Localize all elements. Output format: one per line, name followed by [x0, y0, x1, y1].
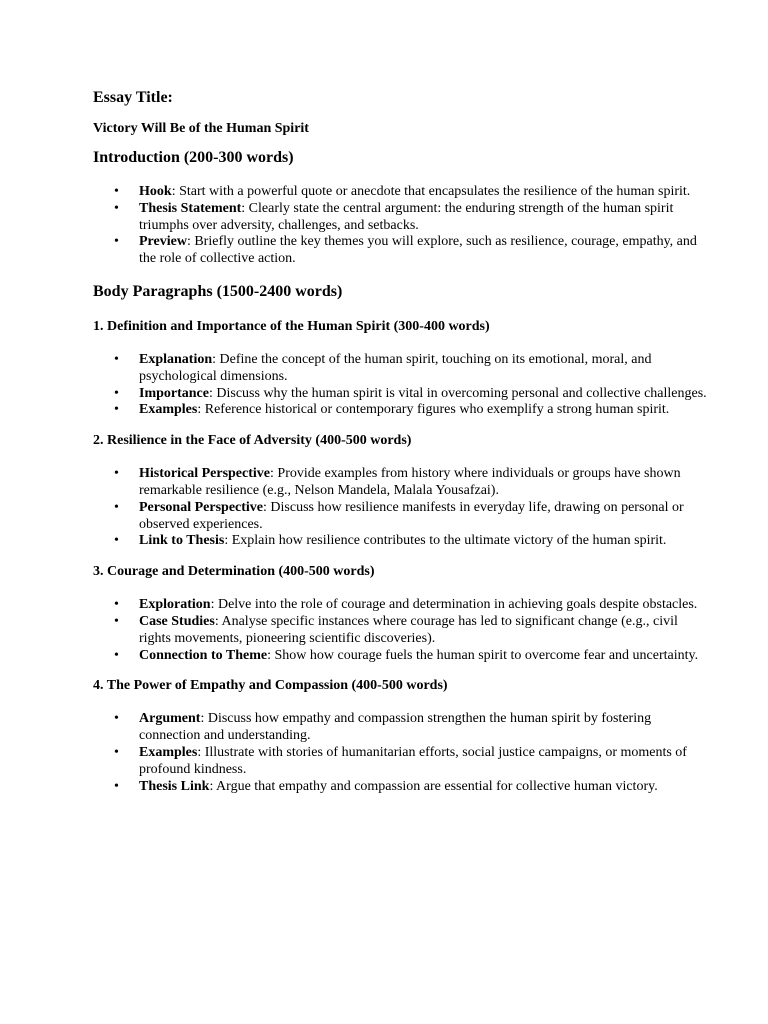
- item-term: Preview: [139, 234, 187, 250]
- essay-title: Victory Will Be of the Human Spirit: [93, 121, 309, 136]
- list-item: [93, 533, 708, 550]
- item-term: Personal Perspective: [139, 499, 264, 515]
- bullet-icon: •: [114, 402, 119, 418]
- bullet-icon: •: [114, 597, 119, 613]
- item-term: Argument: [139, 711, 201, 727]
- essay-label: Essay Title:: [93, 89, 173, 106]
- item-term: Examples: [139, 744, 198, 760]
- section-4-list: [93, 711, 708, 795]
- list-item: [93, 711, 708, 745]
- bullet-icon: •: [114, 613, 119, 629]
- bullet-icon: •: [114, 385, 119, 401]
- item-text: : Reference historical or contemporary figures who exemplify a strong human spirit.: [197, 402, 670, 418]
- bullet-icon: •: [114, 499, 119, 515]
- section-3-list: [93, 597, 708, 664]
- item-term: Historical Perspective: [139, 466, 271, 482]
- item-term: Case Studies: [139, 613, 215, 629]
- item-text: : Define the concept of the human spirit, touching on its emotional, moral, and psychological dimensions.: [139, 351, 652, 384]
- section-1-list: [93, 352, 708, 419]
- item-term: Explanation: [139, 351, 213, 367]
- section-3-title: 3. Courage and Determination (400-500 words): [93, 564, 375, 580]
- item-term: Importance: [139, 385, 209, 401]
- list-item: [93, 466, 708, 500]
- item-text: : Delve into the role of courage and determination in achieving goals despite obstacles.: [210, 597, 698, 613]
- item-text: : Analyse specific instances where courage has led to significant change (e.g., civil rights movements, pioneering scientific discoveries).: [139, 613, 678, 646]
- list-item: [93, 402, 708, 419]
- list-item: [93, 614, 708, 648]
- section-4-title: 4. The Power of Empathy and Compassion (400-500 words): [93, 678, 448, 694]
- section-2-title: 2. Resilience in the Face of Adversity (400-500 words): [93, 433, 412, 449]
- bullet-icon: •: [114, 351, 119, 367]
- introduction-list: [93, 184, 708, 268]
- list-item: [93, 184, 708, 201]
- item-term: Examples: [139, 402, 198, 418]
- item-term: Link to Thesis: [139, 533, 225, 549]
- bullet-icon: •: [114, 647, 119, 663]
- introduction-heading: Introduction (200-300 words): [93, 149, 294, 166]
- item-text: : Provide examples from history where individuals or groups have shown remarkable resilience (e.g., Nelson Mandela, Malala Yousafzai).: [139, 466, 681, 498]
- item-text: : Show how courage fuels the human spirit to overcome fear and uncertainty.: [267, 647, 699, 663]
- bullet-icon: •: [114, 778, 119, 794]
- bullet-icon: •: [114, 234, 119, 250]
- item-term: Hook: [139, 184, 172, 199]
- item-term: Exploration: [139, 597, 211, 613]
- list-item: [93, 201, 708, 235]
- bullet-icon: •: [114, 711, 119, 727]
- bullet-icon: •: [114, 184, 119, 199]
- list-item: [93, 234, 708, 268]
- item-text: : Start with a powerful quote or anecdote that encapsulates the resilience of the human spirit.: [171, 184, 691, 199]
- bullet-icon: •: [114, 744, 119, 760]
- item-text: : Briefly outline the key themes you will explore, such as resilience, courage, empathy, and the role of collective action.: [139, 234, 697, 267]
- item-term: Connection to Theme: [139, 647, 268, 663]
- item-text: : Clearly state the central argument: the enduring strength of the human spirit triumphs over adversity, challenges, and setbacks.: [139, 200, 674, 233]
- list-item: [93, 386, 708, 403]
- item-text: : Discuss why the human spirit is vital in overcoming personal and collective challenges.: [209, 385, 707, 401]
- list-item: [93, 648, 708, 665]
- list-item: [93, 500, 708, 534]
- item-text: : Illustrate with stories of humanitarian efforts, social justice campaigns, or moments of profound kindness.: [139, 744, 687, 777]
- list-item: [93, 352, 708, 386]
- list-item: [93, 779, 708, 796]
- item-term: Thesis Statement: [139, 200, 242, 216]
- bullet-icon: •: [114, 533, 119, 549]
- section-1-title: 1. Definition and Importance of the Human Spirit (300-400 words): [93, 318, 490, 334]
- item-text: : Discuss how empathy and compassion strengthen the human spirit by fostering connection and understanding.: [139, 711, 652, 744]
- list-item: [93, 745, 708, 779]
- body-heading: Body Paragraphs (1500-2400 words): [93, 282, 343, 300]
- list-item: [93, 597, 708, 614]
- bullet-icon: •: [114, 200, 119, 216]
- item-term: Thesis Link: [139, 778, 210, 794]
- item-text: : Discuss how resilience manifests in everyday life, drawing on personal or observed experiences.: [139, 499, 684, 532]
- item-text: : Argue that empathy and compassion are essential for collective human victory.: [209, 778, 658, 794]
- bullet-icon: •: [114, 466, 119, 482]
- item-text: : Explain how resilience contributes to the ultimate victory of the human spirit.: [224, 533, 667, 549]
- section-2-list: [93, 466, 708, 550]
